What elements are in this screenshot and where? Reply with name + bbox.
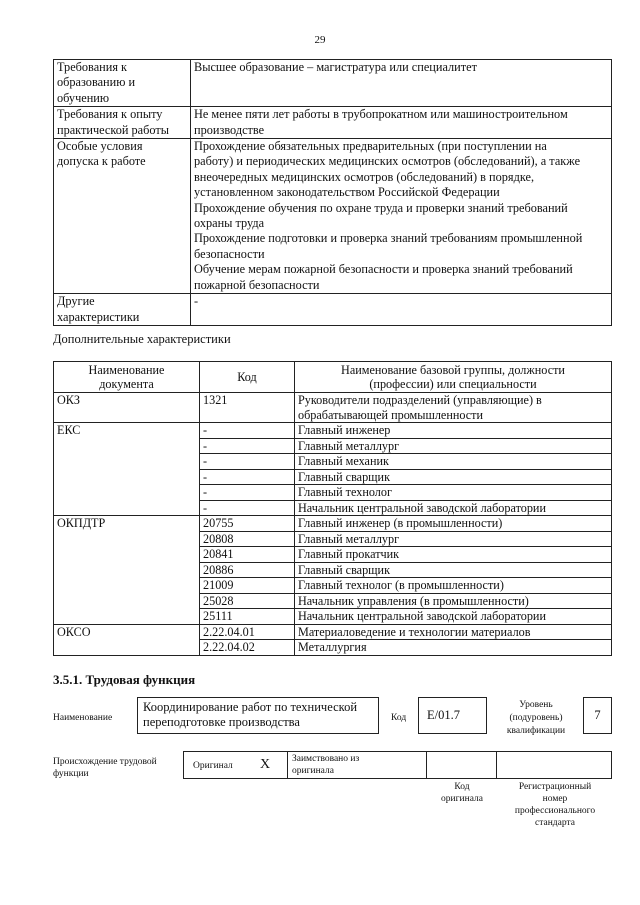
code-cell: 20841 — [200, 547, 295, 563]
header-document: Наименование документа — [54, 362, 200, 393]
requirement-label — [54, 107, 191, 139]
requirement-label — [54, 139, 191, 294]
origin-divider-1 — [287, 751, 288, 779]
table-row — [54, 423, 612, 439]
name-cell — [295, 485, 612, 501]
text-line: Обучение мерам пожарной безопасности и проверка знаний требований — [194, 262, 573, 277]
text-line: Главный металлург — [298, 531, 400, 546]
name-cell — [295, 454, 612, 470]
name-cell — [295, 562, 612, 578]
requirement-value — [191, 107, 612, 139]
text-line: Начальник управления (в промышленности) — [298, 593, 529, 608]
code-cell: 20755 — [200, 516, 295, 532]
borrowed-label: Заимствовано из оригинала — [292, 754, 360, 776]
page-number: 29 — [314, 34, 326, 46]
text-line: Прохождение подготовки и проверка знаний требованиям промышленной — [194, 231, 583, 246]
name-cell — [295, 438, 612, 454]
code-cell: - — [200, 500, 295, 516]
function-code-box: E/01.7 — [418, 697, 487, 734]
text-line: обрабатывающей промышленности — [298, 407, 484, 422]
origin-row — [183, 751, 612, 779]
code-cell: - — [200, 438, 295, 454]
text-line: Главный металлург — [298, 438, 400, 453]
text-line: Металлургия — [298, 640, 367, 654]
code-cell: 25111 — [200, 609, 295, 625]
text-line: внеочередных медицинских осмотров (обследований) в порядке, — [194, 169, 535, 184]
name-cell — [295, 393, 612, 423]
table-header-row — [54, 362, 612, 393]
text-line: обучению — [57, 90, 110, 105]
text-line: практической работы — [57, 122, 169, 137]
code-cell: 2.22.04.02 — [200, 640, 295, 656]
name-cell — [295, 531, 612, 547]
text-line: - — [194, 294, 199, 309]
document-cell: ОКСО — [54, 624, 200, 655]
text-line: Начальник центральной заводской лаборатории — [298, 609, 546, 623]
name-cell — [295, 593, 612, 609]
name-cell — [295, 624, 612, 640]
requirement-row — [54, 60, 612, 107]
text-line: Руководители подразделений (управляющие) в — [298, 393, 542, 407]
header-code: Код — [200, 362, 295, 393]
text-line: Особые условия — [57, 139, 143, 154]
code-cell: 20886 — [200, 562, 295, 578]
name-label: Наименование — [53, 713, 113, 723]
code-cell: 21009 — [200, 578, 295, 594]
text-line: Главный инженер (в промышленности) — [298, 516, 503, 530]
text-line: Главный прокатчик — [298, 547, 400, 561]
header-name: Наименование базовой группы, должности (профессии) или специальности — [295, 362, 612, 393]
text-line: производстве — [194, 122, 265, 137]
level-value-box: 7 — [583, 697, 612, 734]
text-line: Главный технолог (в промышленности) — [298, 578, 504, 592]
text-line: Материаловедение и технологии материалов — [298, 624, 531, 639]
name-cell — [295, 469, 612, 485]
text-line: Главный технолог — [298, 485, 392, 499]
text-line: установленном законодательством Российской Федерации — [194, 185, 500, 200]
code-cell: - — [200, 423, 295, 439]
origin-label: Происхождение трудовой функции — [53, 757, 157, 779]
code-cell: 20808 — [200, 531, 295, 547]
text-line: Не менее пяти лет работы в трубопрокатном или машиностроительном — [194, 107, 568, 122]
text-line: Требования к опыту — [57, 107, 163, 122]
requirement-row — [54, 139, 612, 294]
requirements-table — [53, 59, 612, 326]
origin-code-label: Код оригинала — [441, 782, 483, 804]
level-label: Уровень (подуровень) квалификации — [506, 700, 566, 736]
requirement-value — [191, 139, 612, 294]
section-title: 3.5.1. Трудовая функция — [53, 672, 196, 687]
name-cell — [295, 547, 612, 563]
requirement-value — [191, 60, 612, 107]
table-row — [54, 516, 612, 532]
name-cell — [295, 609, 612, 625]
function-name-box: Координирование работ по технической переподготовке производства — [137, 697, 379, 734]
registration-number-label: Регистрационный номер профессионального стандарта — [514, 782, 596, 828]
text-line: характеристики — [57, 309, 140, 324]
name-cell — [295, 423, 612, 439]
text-line: Прохождение обязательных предварительных (при поступлении на — [194, 139, 547, 154]
text-line: пожарной безопасности — [194, 277, 320, 292]
original-label: Оригинал — [193, 761, 233, 771]
text-line: Главный сварщик — [298, 562, 390, 577]
document-cell: ОКПДТР — [54, 516, 200, 625]
text-line: работу) и периодических медицинских осмотров (обследований), а также — [194, 154, 581, 169]
code-cell: - — [200, 454, 295, 470]
table-row — [54, 393, 612, 423]
requirement-row — [54, 294, 612, 326]
text-line: Высшее образование – магистратура или специалитет — [194, 60, 477, 74]
code-cell: 25028 — [200, 593, 295, 609]
text-line: образованию и — [57, 75, 136, 90]
name-cell — [295, 500, 612, 516]
text-line: охраны труда — [194, 216, 265, 231]
origin-divider-3 — [496, 751, 497, 779]
code-cell: - — [200, 485, 295, 501]
name-cell — [295, 640, 612, 656]
code-cell: 2.22.04.01 — [200, 624, 295, 640]
document-cell: ОКЗ — [54, 393, 200, 423]
code-cell: 1321 — [200, 393, 295, 423]
additional-characteristics-table — [53, 361, 612, 656]
text-line: Прохождение обучения по охране труда и проверки знаний требований — [194, 200, 568, 215]
requirement-row — [54, 107, 612, 139]
original-mark: X — [260, 757, 271, 772]
text-line: Другие — [57, 294, 95, 309]
text-line: Главный сварщик — [298, 469, 390, 484]
code-cell: - — [200, 469, 295, 485]
requirement-label — [54, 294, 191, 326]
text-line: безопасности — [194, 246, 265, 261]
document-cell: ЕКС — [54, 423, 200, 516]
requirement-value — [191, 294, 612, 326]
additional-characteristics-title: Дополнительные характеристики — [53, 332, 231, 346]
text-line: Начальник центральной заводской лаборатории — [298, 500, 546, 515]
origin-divider-2 — [426, 751, 427, 779]
text-line: Главный инженер — [298, 423, 391, 437]
table-row — [54, 624, 612, 640]
name-cell — [295, 516, 612, 532]
requirement-label — [54, 60, 191, 107]
text-line: Главный механик — [298, 454, 389, 468]
text-line: Требования к — [57, 60, 128, 74]
text-line: допуска к работе — [57, 154, 146, 169]
code-label: Код — [391, 713, 407, 723]
name-cell — [295, 578, 612, 594]
